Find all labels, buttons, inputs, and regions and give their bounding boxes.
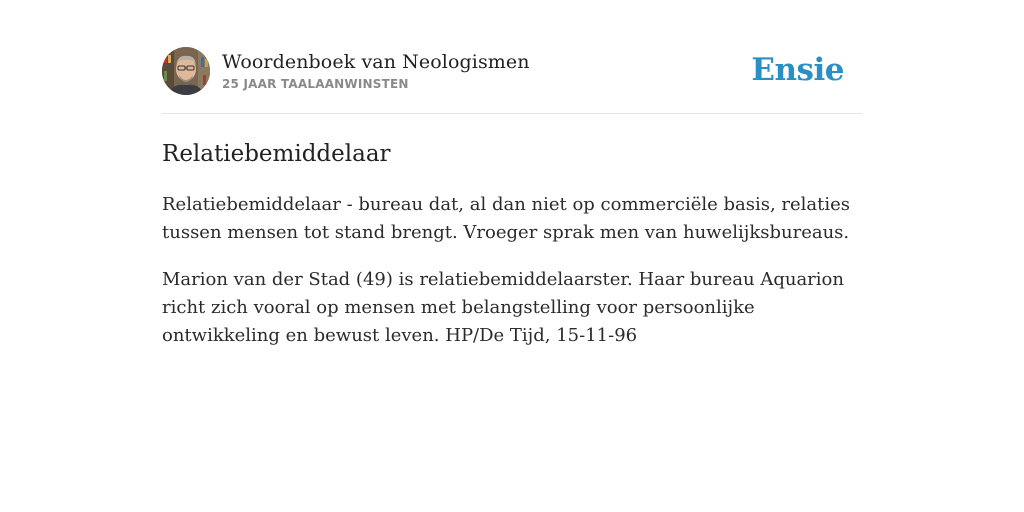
- author-info: [222, 50, 530, 92]
- author-subtitle: 25 JAAR TAALAANWINSTEN: [222, 77, 409, 91]
- entry-header: [162, 46, 862, 114]
- ensie-logo[interactable]: Ensie: [751, 52, 844, 88]
- author-avatar[interactable]: [162, 47, 210, 95]
- entry-definition: Relatiebemiddelaar - bureau dat, al dan niet op commerciële basis, relaties tussen mensen tot stand brengt. Vroeger sprak men van huwelijksbureaus.: [162, 194, 851, 243]
- author-name[interactable]: Woordenboek van Neologismen: [222, 51, 530, 73]
- entry-title: Relatiebemiddelaar: [162, 141, 391, 167]
- entry-card: [162, 46, 862, 350]
- avatar-portrait-icon: [162, 47, 210, 95]
- entry-example: Marion van der Stad (49) is relatiebemiddelaarster. Haar bureau Aquarion richt zich vooral op mensen met belangstelling voor persoonlijke ontwikkeling en bewust leven. HP/De Tijd, 15-11-96: [162, 269, 844, 346]
